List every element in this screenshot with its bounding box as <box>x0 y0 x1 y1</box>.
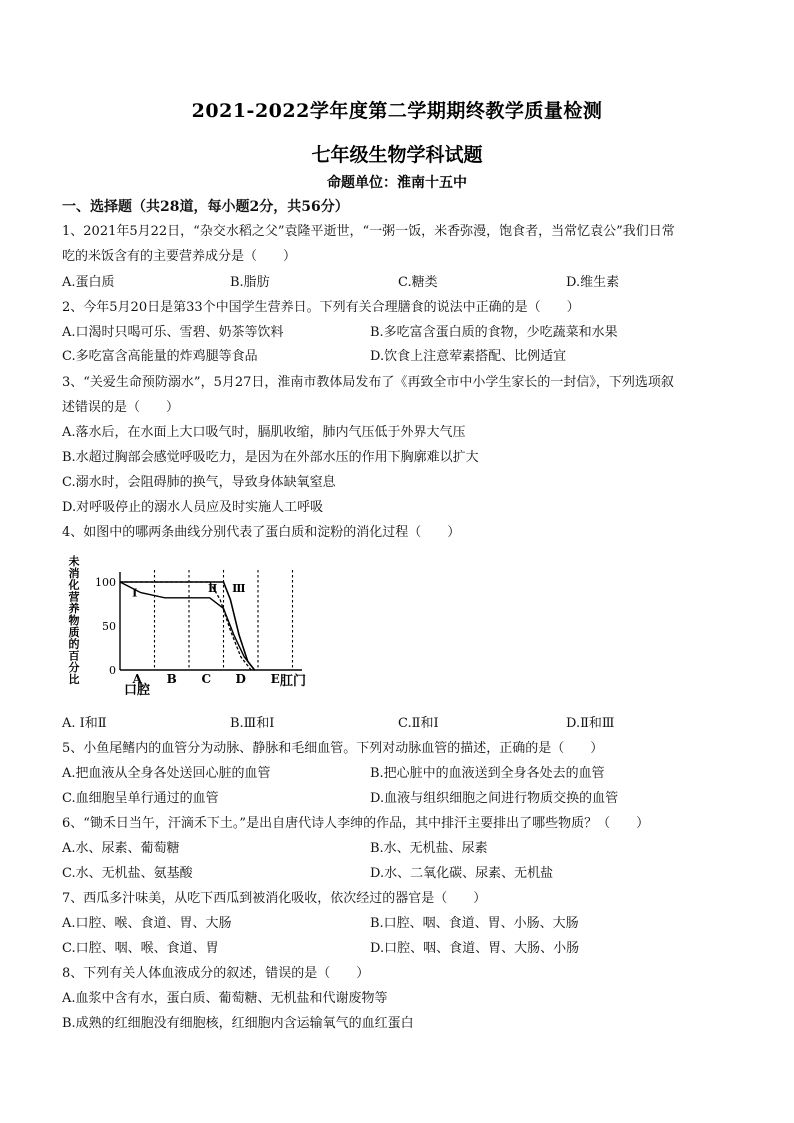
question-8-stem: 8、下列有关人体血液成分的叙述，错误的是（ ） <box>62 966 370 981</box>
anus-label: 肛门 <box>280 674 307 689</box>
curve-1 <box>120 582 255 670</box>
question-3-stem-2: 述错误的是（ ） <box>62 400 180 415</box>
q3-option-b: B.水超过胸部会感觉呼吸吃力，是因为在外部水压的作用下胸廓难以扩大 <box>62 450 479 465</box>
q1-option-c: C.糖类 <box>398 275 438 290</box>
q2-option-d: D.饮食上注意荤素搭配、比例适宜 <box>370 349 567 364</box>
q2-option-b: B.多吃富含蛋白质的食物，少吃蔬菜和水果 <box>370 325 618 340</box>
question-5-stem: 5、小鱼尾鳍内的血管分为动脉、静脉和毛细血管。下列对动脉血管的描述，正确的是（ ） <box>62 741 604 756</box>
q2-option-a: A.口渴时只喝可乐、雪碧、奶茶等饮料 <box>62 325 284 340</box>
q8-option-a: A.血浆中含有水，蛋白质、葡萄糖、无机盐和代谢废物等 <box>62 991 388 1006</box>
ylabel-char: 未 <box>68 555 80 568</box>
q6-option-d: D.水、二氧化碳、尿素、无机盐 <box>370 866 554 881</box>
mouth-label: 口腔 <box>124 683 151 698</box>
curve-label: Ⅲ <box>232 582 246 596</box>
y-tick-label: 50 <box>102 620 116 633</box>
q7-option-b: B.口腔、咽、食道、胃、小肠、大肠 <box>370 916 579 931</box>
q1-option-a: A.蛋白质 <box>62 275 115 290</box>
curve-3 <box>120 582 255 670</box>
question-4-stem: 4、如图中的哪两条曲线分别代表了蛋白质和淀粉的消化过程（ ） <box>62 525 461 540</box>
q3-option-d: D.对呼吸停止的溺水人员应及时实施人工呼吸 <box>62 500 324 515</box>
ylabel-char: 百 <box>68 649 80 663</box>
digestion-chart <box>62 552 322 702</box>
curve-label: Ⅰ <box>132 586 138 600</box>
exam-subtitle: 七年级生物学科试题 <box>311 144 483 166</box>
q7-option-a: A.口腔、喉、食道、胃、大肠 <box>62 916 232 931</box>
q5-option-c: C.血细胞呈单行通过的血管 <box>62 791 219 806</box>
q6-option-b: B.水、无机盐、尿素 <box>370 841 488 856</box>
q2-option-c: C.多吃富含高能量的炸鸡腿等食品 <box>62 349 258 364</box>
section-heading: 一、选择题（共28道，每小题2分，共56分） <box>62 199 349 215</box>
q4-option-a: A. Ⅰ和Ⅱ <box>62 716 107 731</box>
x-tick-label: C <box>201 672 212 686</box>
q1-option-d: D.维生素 <box>566 275 620 290</box>
y-tick-label: 100 <box>95 576 116 589</box>
chart-ylabel <box>68 554 80 686</box>
q4-option-d: D.Ⅱ和Ⅲ <box>566 716 615 731</box>
question-7-stem: 7、西瓜多汁味美，从吃下西瓜到被消化吸收，依次经过的器官是（ ） <box>62 891 487 906</box>
q7-option-c: C.口腔、咽、喉、食道、胃 <box>62 941 219 956</box>
q4-option-c: C.Ⅱ和Ⅰ <box>398 716 439 731</box>
x-tick-label: E <box>270 672 280 686</box>
exam-author: 命题单位：淮南十五中 <box>327 175 467 191</box>
ylabel-char: 的 <box>68 637 80 651</box>
curve-2 <box>120 582 251 670</box>
curve-label: Ⅱ <box>207 582 218 596</box>
x-tick-label: A <box>132 672 142 686</box>
question-3-stem-1: 3、“关爱生命预防溺水”，5月27日，淮南市教体局发布了《再致全市中小学生家长的一封信》，下列选项叙 <box>62 375 674 390</box>
ylabel-char: 物 <box>68 614 80 627</box>
exam-title: 2021-2022学年度第二学期期终教学质量检测 <box>191 100 603 122</box>
ylabel-char: 化 <box>68 578 80 592</box>
ylabel-char: 比 <box>68 673 80 686</box>
y-tick-label: 0 <box>109 664 116 677</box>
ylabel-char: 消 <box>68 566 80 580</box>
q7-option-d: D.口腔、咽、食道、胃、大肠、小肠 <box>370 941 580 956</box>
q3-option-a: A.落水后，在水面上大口吸气时，膈肌收缩，肺内气压低于外界大气压 <box>62 425 466 440</box>
q1-option-b: B.脂肪 <box>230 275 270 290</box>
x-tick-label: B <box>166 672 177 686</box>
question-6-stem: 6、“锄禾日当午，汗滴禾下土。”是出自唐代诗人李绅的作品，其中排汗主要排出了哪些物质？（ ） <box>62 816 650 831</box>
ylabel-char: 营 <box>68 590 80 604</box>
q5-option-a: A.把血液从全身各处送回心脏的血管 <box>62 766 271 781</box>
question-1-stem-2: 吃的米饭含有的主要营养成分是（ ） <box>62 249 297 264</box>
q3-option-c: C.溺水时，会阻碍肺的换气，导致身体缺氧窒息 <box>62 475 336 490</box>
q6-option-c: C.水、无机盐、氨基酸 <box>62 866 193 881</box>
question-2-stem: 2、今年5月20日是第33个中国学生营养日。下列有关合理膳食的说法中正确的是（ ） <box>62 300 580 315</box>
q5-option-b: B.把心脏中的血液送到全身各处去的血管 <box>370 766 605 781</box>
ylabel-char: 养 <box>68 602 80 616</box>
q5-option-d: D.血液与组织细胞之间进行物质交换的血管 <box>370 791 619 806</box>
q8-option-b: B.成熟的红细胞没有细胞核，红细胞内含运输氧气的血红蛋白 <box>62 1016 414 1031</box>
question-1-stem-1: 1、2021年5月22日，“杂交水稻之父”袁隆平逝世，“一粥一饭，米香弥漫，饱食者，当常忆袁公”我们日常 <box>62 224 675 239</box>
ylabel-char: 质 <box>68 625 80 639</box>
q6-option-a: A.水、尿素、葡萄糖 <box>62 841 180 856</box>
ylabel-char: 分 <box>68 661 80 675</box>
q4-option-b: B.Ⅲ和Ⅰ <box>230 716 275 731</box>
x-tick-label: D <box>235 672 246 686</box>
